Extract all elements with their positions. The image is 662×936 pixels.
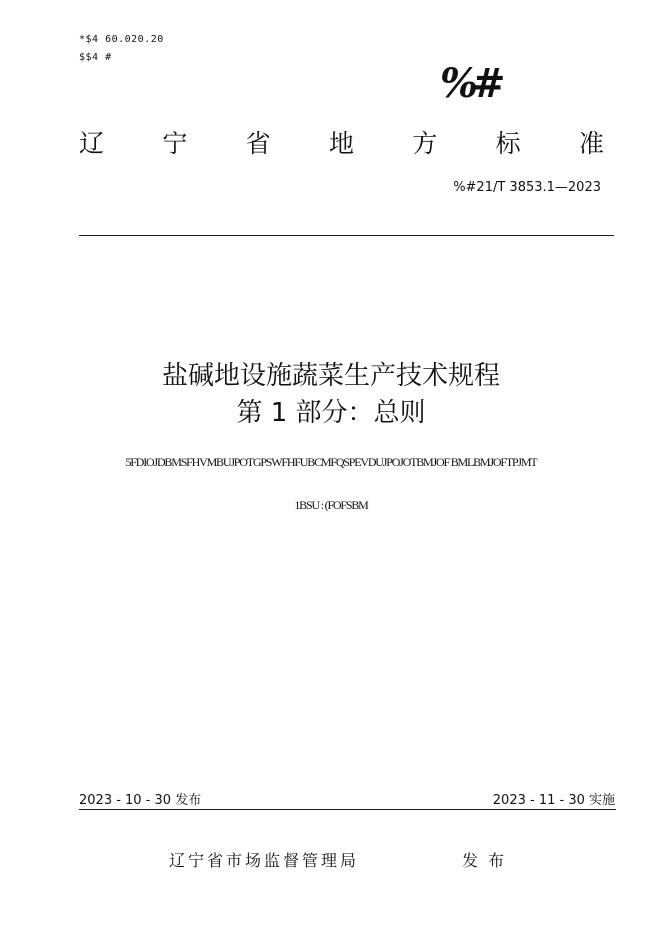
header-divider xyxy=(79,235,614,236)
standard-category-char: 标 xyxy=(495,129,521,158)
standard-number: %#21/T 3853.1—2023 xyxy=(453,180,601,195)
standard-category-char: 辽 xyxy=(79,129,105,158)
issue-date: 2023 - 10 - 30 发布 xyxy=(79,793,202,808)
standard-category-char: 方 xyxy=(412,129,438,158)
english-title: 5FDIOJDBMSFHVMBUJPOTGPSWFHFUBCMFQSPEVDUJPOJOTBMJOF BMLBMJOFTPJMT xyxy=(125,455,537,469)
publish-label: 发布 xyxy=(462,851,515,870)
ics-code: *$4 60.020.20 xyxy=(79,34,164,45)
ccs-code: $$4 # xyxy=(79,52,112,63)
document-title: 盐碱地设施蔬菜生产技术规程 xyxy=(161,361,500,391)
standard-category-char: 准 xyxy=(578,129,604,158)
standard-category-char: 宁 xyxy=(162,129,188,158)
footer-divider xyxy=(79,809,616,810)
english-part-title: 1BSU : (FOFSBM xyxy=(294,498,368,512)
standard-category-char: 省 xyxy=(245,129,271,158)
standard-category-char: 地 xyxy=(328,129,354,158)
standard-category-title xyxy=(79,128,604,160)
standard-logo: %# xyxy=(440,60,500,107)
issuing-authority: 辽宁省市场监督管理局 xyxy=(169,851,360,870)
document-subtitle: 第 1 部分：总则 xyxy=(236,398,426,428)
implementation-date: 2023 - 11 - 30 实施 xyxy=(492,793,615,808)
